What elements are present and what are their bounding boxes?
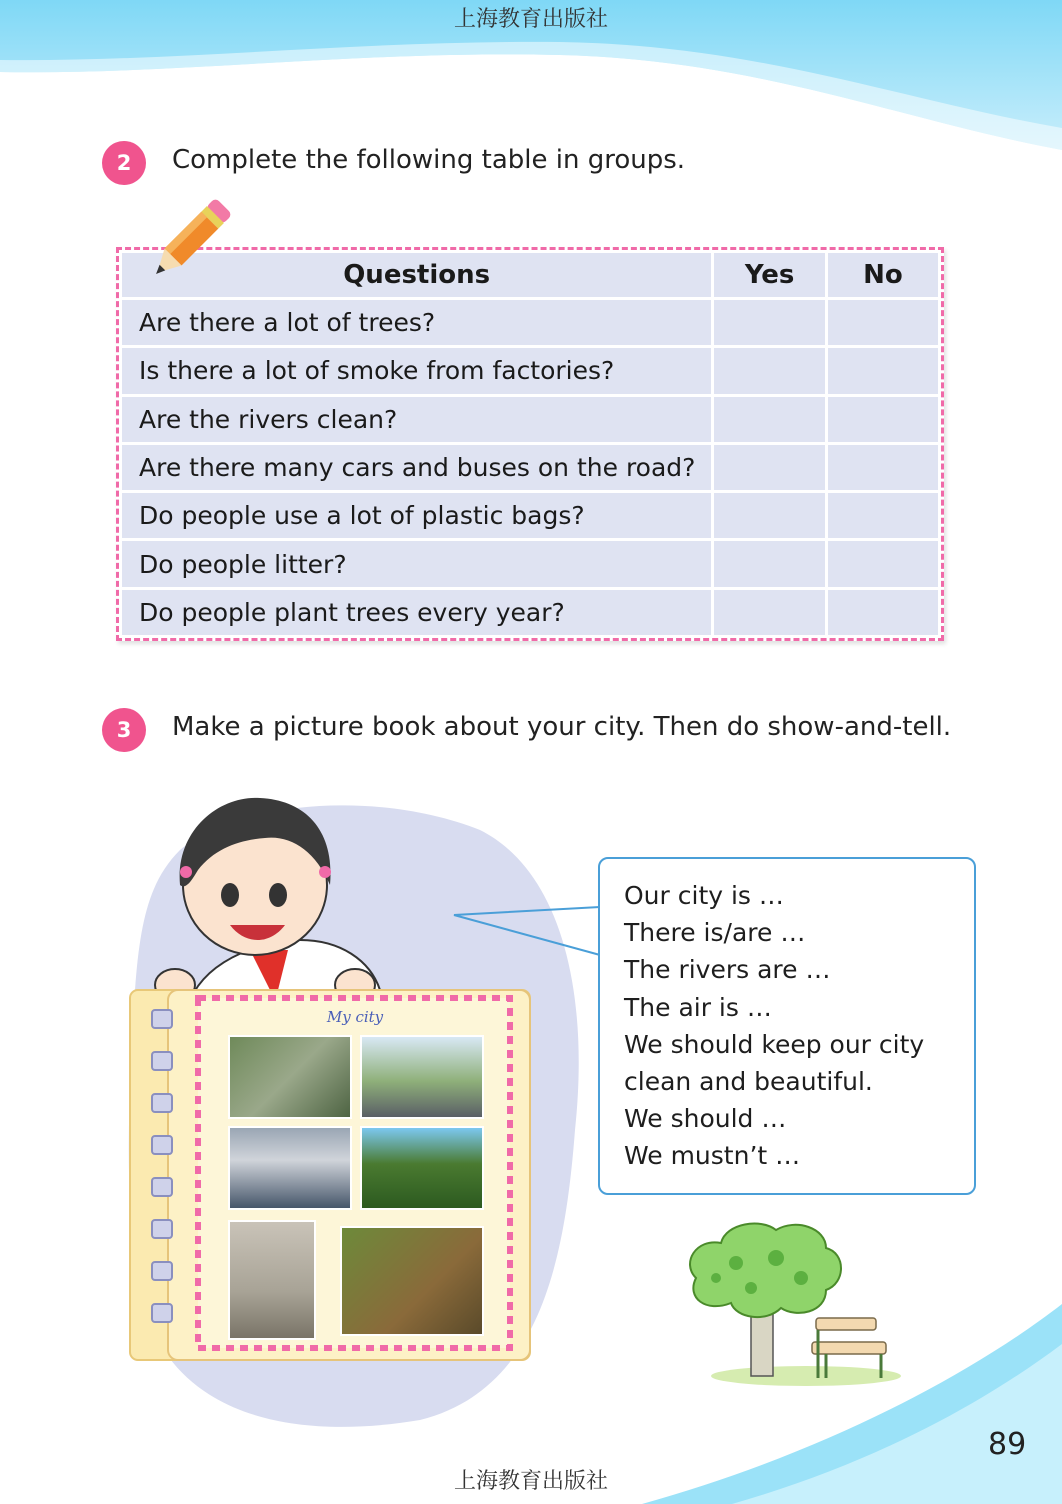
no-answer-cell[interactable] xyxy=(828,397,938,442)
step-number-badge: 2 xyxy=(102,141,146,185)
no-answer-cell[interactable] xyxy=(828,493,938,538)
yes-answer-cell[interactable] xyxy=(714,397,825,442)
question-cell: Are the rivers clean? xyxy=(122,397,711,442)
activity-2-instruction: Complete the following table in groups. xyxy=(172,145,686,175)
yes-answer-cell[interactable] xyxy=(714,493,825,538)
question-cell: Are there a lot of trees? xyxy=(122,300,711,345)
survey-table xyxy=(116,247,944,641)
no-answer-cell[interactable] xyxy=(828,541,938,586)
tree-and-bench-illustration xyxy=(676,1218,908,1390)
speech-line: clean and beautiful. xyxy=(624,1067,873,1097)
speech-bubble-text xyxy=(624,877,924,1175)
table-row xyxy=(122,590,938,635)
speech-line: There is/are … xyxy=(624,918,806,948)
no-answer-cell[interactable] xyxy=(828,445,938,490)
question-cell: Do people litter? xyxy=(122,541,711,586)
photo-street-sweeper xyxy=(228,1220,316,1340)
yes-answer-cell[interactable] xyxy=(714,541,825,586)
table-row xyxy=(122,541,938,586)
pencil-icon xyxy=(140,190,240,290)
table-row xyxy=(122,397,938,442)
table-row xyxy=(122,445,938,490)
yes-answer-cell[interactable] xyxy=(714,445,825,490)
table-row xyxy=(122,300,938,345)
no-answer-cell[interactable] xyxy=(828,590,938,635)
question-cell: Do people plant trees every year? xyxy=(122,590,711,635)
step-number-badge: 3 xyxy=(102,708,146,752)
photo-dirty-river xyxy=(228,1035,352,1119)
yes-answer-cell[interactable] xyxy=(714,348,825,393)
speech-line: We should keep our city xyxy=(624,1029,925,1059)
page-number: 89 xyxy=(988,1427,1027,1462)
photo-traffic-jam xyxy=(228,1126,352,1210)
column-header-no: No xyxy=(828,253,938,297)
table-header-row xyxy=(122,253,938,297)
activity-3-instruction: Make a picture book about your city. Then do show-and-tell. xyxy=(172,712,952,742)
speech-line: Our city is … xyxy=(624,881,784,910)
photo-planting-tree xyxy=(340,1226,484,1336)
yes-answer-cell[interactable] xyxy=(714,300,825,345)
column-header-yes: Yes xyxy=(714,253,825,297)
no-answer-cell[interactable] xyxy=(828,348,938,393)
publisher-header: 上海教育出版社 xyxy=(453,7,608,32)
no-answer-cell[interactable] xyxy=(828,300,938,345)
speech-line: We mustn’t … xyxy=(624,1141,801,1171)
speech-bubble-tail xyxy=(450,895,610,965)
speech-line: The air is … xyxy=(624,992,772,1022)
question-cell: Are there many cars and buses on the road? xyxy=(122,445,711,490)
speech-line: We should … xyxy=(624,1104,787,1134)
table-row xyxy=(122,493,938,538)
publisher-footer: 上海教育出版社 xyxy=(453,1469,608,1494)
speech-line: The rivers are … xyxy=(624,955,831,985)
photo-trees xyxy=(360,1126,484,1210)
table-row xyxy=(122,348,938,393)
yes-answer-cell[interactable] xyxy=(714,590,825,635)
question-cell: Is there a lot of smoke from factories? xyxy=(122,348,711,393)
column-header-questions: Questions xyxy=(122,253,711,297)
picture-book-title: My city xyxy=(326,1008,384,1026)
photo-city-street xyxy=(360,1035,484,1119)
question-cell: Do people use a lot of plastic bags? xyxy=(122,493,711,538)
